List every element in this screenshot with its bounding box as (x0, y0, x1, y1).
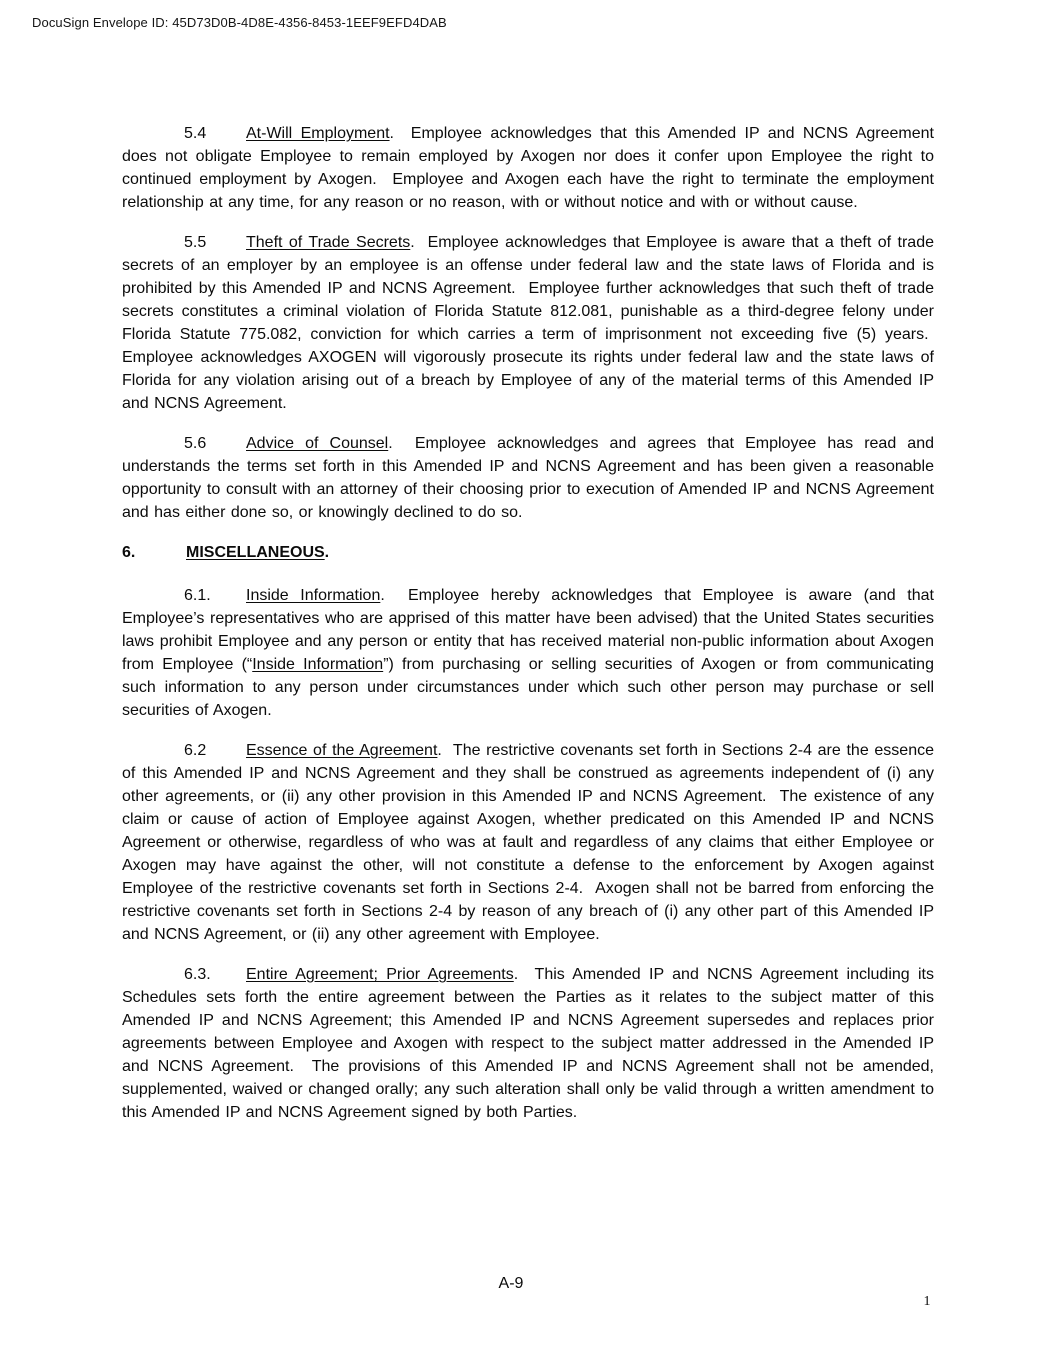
section-heading: Advice of Counsel (246, 435, 389, 452)
section-heading: Theft of Trade Secrets (246, 234, 411, 251)
section-number: 6.2 (184, 742, 207, 759)
body-text: . Employee hereby acknowledges that Employee is aware (and that Employee’s representatives who are apprised of this matter have been advised) that the United States securities laws prohibit Employee and any person or entity that has received material non-public information about Axogen from Employee (“ (122, 587, 934, 673)
body-text: . Employee acknowledges that Employee is aware that a theft of trade secrets of an employer by an employee is an offense under federal law and the state laws of Florida and is prohibited by this Amended IP and NCNS Agreement. Employee further acknowledges that such theft of trade secrets constitutes a criminal violation of Florida Statute 812.081, punishable as a third-degree felony under Florida Statute 775.082, conviction for which carries a term of imprisonment not exceeding five (5) years. Employee acknowledges AXOGEN will vigorously prosecute its rights under federal law and the state laws of Florida for any violation arising out of a breach by Employee of any of the material terms of this Amended IP and NCNS Agreement. (122, 234, 935, 412)
section-number: 6.1. (184, 587, 211, 604)
section-heading: Essence of the Agreement (246, 742, 438, 759)
page-label: A-9 (498, 1275, 524, 1292)
section-number: 5.4 (184, 125, 207, 142)
section-6-1 (122, 584, 934, 722)
body-text: . Employee acknowledges and agrees that Employee has read and understands the terms set forth in this Amended IP and NCNS Agreement and has been given a reasonable opportunity to consult with an attorney of their choosing prior to execution of Amended IP and NCNS Agreement and has either done so, or knowingly declined to do so. (122, 435, 934, 521)
section-number: 6. (122, 544, 136, 561)
section-5-5 (122, 231, 934, 415)
section-number: 5.6 (184, 435, 207, 452)
section-6-3 (122, 963, 934, 1124)
body-text: ”) from purchasing or selling securities of Axogen or from communicating such information to any person under circumstances under which such other person may purchase or sell securities of Axogen. (122, 656, 934, 719)
defined-term: Inside Information (252, 656, 384, 673)
section-heading: Inside Information (246, 587, 381, 604)
body-text: . (324, 544, 330, 561)
section-number: 5.5 (184, 234, 207, 251)
page-number: 1 (923, 1294, 931, 1309)
section-heading: Entire Agreement; Prior Agreements (246, 966, 514, 983)
body-text: . The restrictive covenants set forth in Sections 2-4 are the essence of this Amended IP and NCNS Agreement and they shall be construed as agreements independent of (i) any other agreements, or (ii) any other provision in this Amended IP and NCNS Agreement. The existence of any claim or cause of action of Employee against Axogen, whether predicated on this Amended IP and NCNS Agreement or otherwise, regardless of who was at fault and regardless of any claims that either Employee or Axogen may have against the other, will not constitute a defense to the enforcement by Axogen against Employee of the restrictive covenants set forth in Sections 2-4. Axogen shall not be barred from enforcing the restrictive covenants set forth in Sections 2-4 by reason of any breach of (i) any other part of this Amended IP and NCNS Agreement, or (ii) any other agreement with Employee. (122, 742, 934, 943)
section-heading: At-Will Employment (246, 125, 390, 142)
body-text: . This Amended IP and NCNS Agreement including its Schedules sets forth the entire agreement between the Parties as it relates to the subject matter of this Amended IP and NCNS Agreement; this Amended IP and NCNS Agreement supersedes and replaces prior agreements between Employee and Axogen with respect to the subject matter addressed in the Amended IP and NCNS Agreement. The provisions of this Amended IP and NCNS Agreement shall not be amended, supplemented, waived or changed orally; any such alteration shall only be valid through a written amendment to this Amended IP and NCNS Agreement signed by both Parties. (122, 966, 934, 1121)
section-heading: MISCELLANEOUS (186, 544, 325, 561)
section-6 (122, 541, 934, 564)
section-number: 6.3. (184, 966, 211, 983)
body-text: . Employee acknowledges that this Amended IP and NCNS Agreement does not obligate Employee to remain employed by Axogen nor does it confer upon Employee the right to continued employment by Axogen. Employee and Axogen each have the right to terminate the employment relationship at any time, for any reason or no reason, with or without notice and with or without cause. (122, 125, 935, 211)
section-5-4 (122, 122, 934, 214)
section-5-6 (122, 432, 934, 524)
document-body (122, 122, 934, 1141)
section-6-2 (122, 739, 934, 946)
docusign-envelope-id: DocuSign Envelope ID: 45D73D0B-4D8E-4356-8453-1EEF9EFD4DAB (32, 15, 447, 30)
